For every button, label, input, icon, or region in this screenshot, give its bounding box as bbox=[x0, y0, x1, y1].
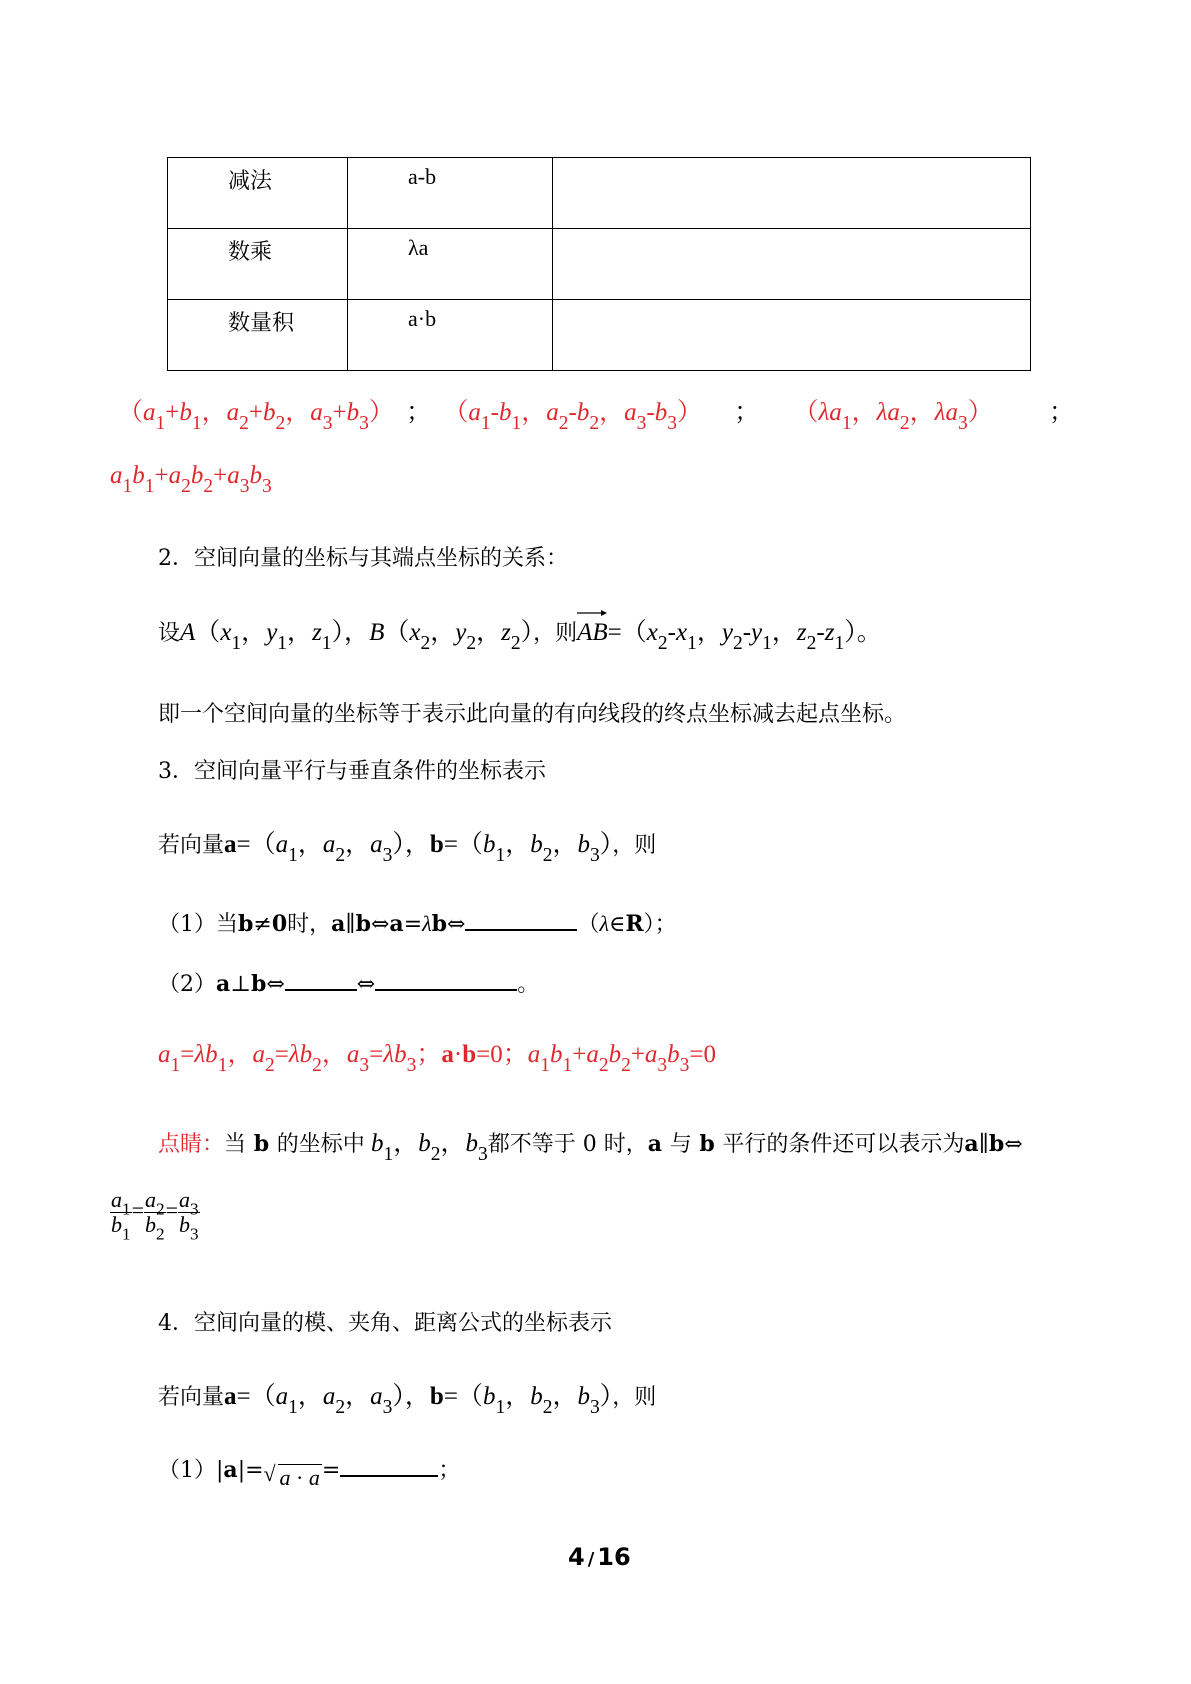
answer-blank[interactable] bbox=[465, 906, 577, 931]
endpoint-formula: 设$A(x_1$，$y_1$，$z_1$），$B(x_2$，$y_2$，$z_2$），则 $AB=(x_2-x_1$，$y_2-y_1$，$z_2-z_1$）。 bbox=[158, 612, 882, 648]
separator: ； bbox=[406, 399, 432, 426]
page-number: 4 / 16 bbox=[568, 1543, 631, 1571]
table-answers: （$a_1+b_1$，$a_2+b_2$，$a_3+b_3$） ； （$a_1-b_1$，$a_2-b_2$，$a_3-b_3$） ； （$\lambda a_1$，$\lambda a_2$，$\lambda a_3$） ； bbox=[118, 399, 1075, 434]
separator: ； bbox=[1049, 399, 1075, 426]
section-2-explain: 即一个空间向量的坐标等于表示此向量的有向线段的终点坐标减去起点坐标。 bbox=[158, 702, 907, 727]
op-name: 数乘 bbox=[168, 229, 348, 300]
vector-def-3: 若向量$a=(a_1$，$a_2$，$a_3$），$b=(b_1$，$b_2$，$b_3$），则 bbox=[158, 831, 657, 866]
vector-def-4: 若向量$a=(a_1$，$a_2$，$a_3$），$b=(b_1$，$b_2$，$b_3$），则 bbox=[158, 1383, 657, 1418]
separator: ； bbox=[734, 399, 760, 426]
then-label: ，则 bbox=[612, 833, 657, 858]
op-result bbox=[553, 158, 1031, 229]
tip-text: 当 bbox=[224, 1132, 247, 1157]
op-result bbox=[553, 229, 1031, 300]
item-1-prefix: （1）当 bbox=[158, 912, 238, 938]
tip-text: 都不等于 0 时， bbox=[487, 1132, 648, 1157]
magnitude-formula: （1）|a|= √ a · a= ； bbox=[158, 1452, 460, 1491]
then-label: ，则 bbox=[612, 1385, 657, 1410]
tip-label: 点睛： bbox=[158, 1132, 225, 1157]
fraction: $\frac{a_3}{b_3}$ bbox=[179, 1187, 199, 1244]
tip-text: 平行的条件还可以表示为 bbox=[722, 1132, 965, 1157]
table-row bbox=[168, 229, 1031, 300]
current-page: 4 bbox=[568, 1543, 585, 1571]
fraction: $\frac{a_1}{b_1}$ bbox=[111, 1187, 131, 1244]
op-expr: λa bbox=[348, 229, 553, 300]
if-vector-label: 若向量 bbox=[158, 833, 225, 858]
item-1-prefix: （1） bbox=[158, 1458, 216, 1484]
op-name: 减法 bbox=[168, 158, 348, 229]
perpendicular-condition: （2）a⊥b⇔ ⇔ 。 bbox=[158, 966, 539, 998]
section-4-title: 4．空间向量的模、夹角、距离公式的坐标表示 bbox=[158, 1311, 612, 1336]
answer-blank[interactable] bbox=[375, 966, 517, 991]
answer-blank[interactable] bbox=[340, 1452, 438, 1477]
vector-arrow-icon bbox=[577, 609, 607, 617]
sqrt-icon: √ bbox=[263, 1461, 276, 1487]
ratio-formula: $\frac{a_1}{b_1}$ = $\frac{a_2}{b_2}$ = $\frac{a_3}{b_3}$ bbox=[111, 1187, 199, 1244]
operations-table bbox=[167, 157, 1031, 371]
vector-ab: AB bbox=[577, 619, 608, 647]
op-expr: a·b bbox=[348, 300, 553, 371]
item-2-prefix: （2） bbox=[158, 972, 216, 998]
op-name: 数量积 bbox=[168, 300, 348, 371]
table-row bbox=[168, 300, 1031, 371]
table-answer-dot: $a_1b_1+a_2b_2+a_3b_3$ bbox=[110, 462, 272, 497]
section-2-title: 2．空间向量的坐标与其端点坐标的关系： bbox=[158, 546, 568, 571]
sqrt-expression: √ a · a bbox=[263, 1461, 320, 1491]
total-pages: 16 bbox=[597, 1543, 631, 1571]
then-label: ，则 bbox=[533, 621, 578, 646]
if-vector-label: 若向量 bbox=[158, 1385, 225, 1410]
op-expr: a-b bbox=[348, 158, 553, 229]
section-3-title: 3．空间向量平行与垂直条件的坐标表示 bbox=[158, 759, 546, 784]
tip-text: 的坐标中 bbox=[276, 1132, 365, 1157]
tip-text: 与 bbox=[669, 1132, 692, 1157]
answer-blank[interactable] bbox=[285, 966, 357, 991]
item-1-when: 时， bbox=[287, 912, 332, 938]
fraction: $\frac{a_2}{b_2}$ bbox=[145, 1187, 165, 1244]
tip: 点睛：当 b 的坐标中 $b_1$，$b_2$，$b_3$都不等于 0 时，a 与 b 平行的条件还可以表示为a∥b⇔ bbox=[158, 1130, 1023, 1165]
set-label: 设 bbox=[158, 621, 181, 646]
section-3-answers: $a_1=\lambda b_1$，$a_2=\lambda b_2$，$a_3=\lambda b_3$；a·b=0；$a_1b_1+a_2b_2+a_3b_3=0$ bbox=[158, 1041, 717, 1076]
table-row bbox=[168, 158, 1031, 229]
parallel-condition: （1）当b≠0时，a∥b⇔a=λb⇔ （λ∈R）； bbox=[158, 906, 677, 938]
op-result bbox=[553, 300, 1031, 371]
